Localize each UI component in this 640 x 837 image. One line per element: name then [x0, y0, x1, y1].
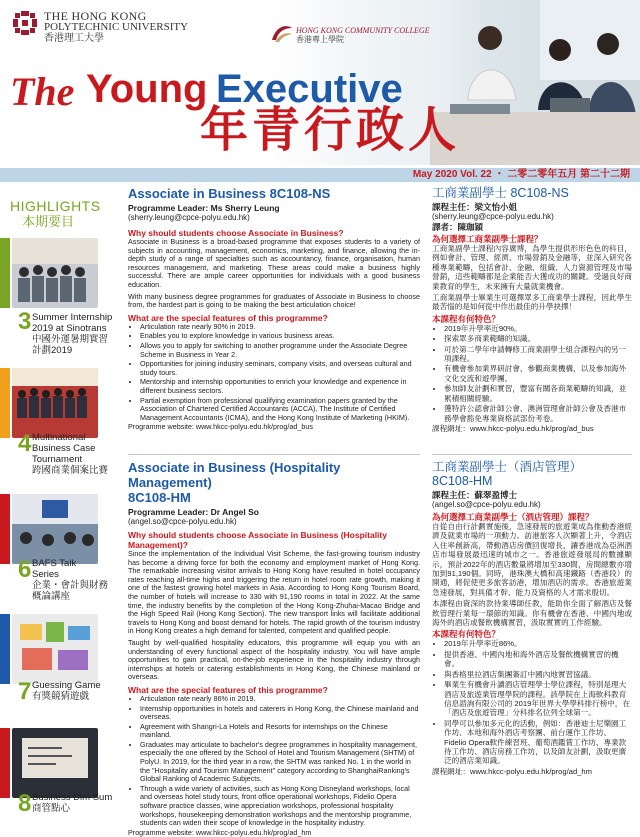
features-list	[432, 324, 632, 423]
section-title: 工商業副學士（酒店管理）	[432, 460, 583, 474]
list-item: • 畢業生有機會升讀酒店管理學士學位課程，特別是理大酒店及旅遊業管理學院的課程。該學院在上海軟科教育信息諮詢有限公司的 2019年世界大學學科排行榜中，在「酒店及旅遊管理」分科排名位列全球第一。	[444, 680, 632, 718]
features-list	[128, 695, 420, 828]
paragraph: 本課程由資深的款待業導師任教，能助你全面了解酒店及餐飲管理行業每一環節的知識。你有機會在香港、中國內地或海外的酒店或餐飲機構實習，汲取實實的工作經驗。	[432, 599, 632, 628]
features-list	[128, 323, 420, 423]
question-heading: Why should students choose Associate in Business?	[128, 228, 344, 238]
highlight-item-guessing-game[interactable]: Guessing Game 有獎競猜遊戲	[32, 680, 101, 702]
highlight-page-num: 3	[18, 308, 32, 335]
polyu-name-line1: THE HONG KONG	[44, 9, 147, 23]
highlight-item-internship[interactable]: Summer Internship 2019 at Sinotrans 中國外運暑期實習 計劃2019	[32, 312, 113, 356]
list-item: • Articulation rate nearly 90% in 2019.	[140, 323, 420, 332]
section-code: 8C108-HM	[432, 474, 493, 488]
features-heading: What are the special features of this programme?	[128, 684, 328, 695]
issue-info: May 2020 Vol. 22 ・ 二零二零年五月 第二十二期	[412, 169, 630, 180]
highlights-title: HIGHLIGHTS	[10, 198, 101, 214]
list-item: • Enables you to explore knowledge in various business areas.	[140, 332, 420, 341]
hkcc-name-zh: 香港專上學院	[296, 35, 344, 44]
list-item: • Agreement with Shangri-La Hotels and Resorts for internships on the Chinese mainland.	[140, 723, 420, 740]
highlight-tab	[0, 368, 10, 438]
list-item: • 探索眾多商業範疇的知識。	[444, 334, 632, 343]
list-item: • Through a wide variety of activities, such as Hong Kong Disneyland workshops, local and overseas hotel study tours, front office operational workshops, Fidelio Opera software practice classes, wine appreciation workshops, professional hospitality workshops, housekeeping demonstration workshops and the mentorship programme, students can widen their scope of knowledge in the hospitality industry.	[140, 785, 420, 828]
highlight-item-case-tournament[interactable]: Multinational Business Case Tournament 跨國商業個案比賽	[32, 432, 109, 476]
highlight-tab	[0, 238, 10, 308]
question-heading: 為何選擇工商業副學士課程？	[432, 234, 543, 244]
leader-email[interactable]: (angel.so@cpce-polyu.edu.hk)	[128, 517, 237, 526]
programme-leader: 課程主任：梁文怡小姐	[432, 202, 518, 212]
polyu-name-zh: 香港理工大學	[44, 33, 104, 44]
paragraph: With many business degree programmes for graduates of Associate in Business to choose from, the hardest part is going to be making the best articulation choice!	[128, 291, 420, 310]
highlights-title-zh: 本期要目	[22, 214, 75, 229]
list-item: • Mentorship and internship opportunities to enrich your knowledge and experience in different business sectors.	[140, 378, 420, 395]
translator: 譯者：陳珈穎	[432, 222, 484, 232]
list-item: • 同學可以參加多元化的活動，例如：香港迪士尼樂園工作坊、本地和海外酒店考察團、前台運作工作坊、Fidelio Opera軟件練習班、葡萄酒鑑賞工作坊、專業款待工作坊、酒店房務工作坊，以及師友計劃，汲取更廣泛的酒店業知識。	[444, 719, 632, 766]
chinese-section-2	[432, 460, 632, 776]
highlight-image-dim-sum	[12, 728, 98, 798]
chinese-section-1	[432, 186, 632, 433]
programme-leader: Programme Leader: Dr Angel So	[128, 507, 259, 517]
highlight-image-guessing-game	[12, 614, 98, 684]
highlight-image-case-tournament	[12, 368, 98, 438]
section-title: Associate in Business 8C108-NS	[128, 186, 331, 201]
list-item: • Articulation rate nearly 86% in 2019.	[140, 695, 420, 704]
list-item: • Partial exemption from professional qualifying examination papers granted by the Association of Chartered Certified Accountants (ACCA), The Institute of Certified Management Accountants (ICMA), and the Hong Kong Institute of Marketing (HKIM).	[140, 397, 420, 423]
paragraph: 工商業副學士課程內容廣博，為學生提供形形色色的科目，例如會計、管理、經濟、市場營銷及金融等，並深入研究各種專業範疇，包括會計、金融、組織、人力資源管理及市場營銷，這些範疇都是企業能否大獲成功的關鍵。受過良好商業教育的學生，未來擁有大量就業機會。	[432, 244, 632, 291]
title-executive: Executive	[216, 67, 403, 111]
highlight-page-num: 7	[18, 678, 32, 705]
title-the: The	[10, 69, 75, 114]
programme-leader: 課程主任：蘇翠盈博士	[432, 490, 518, 500]
masthead	[0, 0, 640, 165]
english-section-2	[128, 460, 420, 837]
programme-website[interactable]: Programme website: www.hkcc-polyu.edu.hk/prog/ad_hm	[128, 827, 312, 837]
english-section-1	[128, 186, 420, 432]
section-title: Associate in Business (Hospitality Management)	[128, 460, 341, 490]
programme-website[interactable]: 課程網址：www.hkcc-polyu.edu.hk/prog/ad_bus	[432, 423, 594, 433]
question-heading: Why should students choose Associate in Business (Hospitality Management)?	[128, 530, 387, 550]
list-item: • 提供香港、中國內地和海外酒店及餐飲機構實習的機會。	[444, 650, 632, 669]
highlight-tab	[0, 614, 10, 684]
list-item: • 可於第二學年申請轉修工商業副學士組合課程內的另一項課程。	[444, 345, 632, 364]
section-title: 工商業副學士 8C108-NS	[432, 186, 569, 200]
highlight-item-dim-sum[interactable]: Business Dim Sum 商管點心	[32, 792, 113, 814]
list-item: • 與香格里拉酒店集團簽訂中國內地實習協議。	[444, 670, 632, 679]
programme-website[interactable]: Programme website: www.hkcc-polyu.edu.hk/prog/ad_bus	[128, 422, 313, 432]
highlight-item-bafs-talk[interactable]: BAFS Talk Series 企業・會計與財務 概論講座	[32, 558, 109, 602]
paragraph: Taught by well-qualified hospitality educators, this programme will equip you with an understanding of every functional aspect of the hospitality industry. You will have ample opportunities to gain practical, on-the-job experience in the hospitality industry through internships at hotels or catering establishments in Hong Kong, the Chinese mainland or overseas.	[128, 637, 420, 682]
hkcc-logo-icon	[270, 22, 294, 44]
section-divider	[432, 454, 632, 455]
list-item: • Internship opportunities in hotels and caterers in Hong Kong, the Chinese mainland and overseas.	[140, 705, 420, 722]
office-photo	[430, 0, 640, 165]
section-code: 8C108-HM	[128, 490, 191, 505]
features-heading: 本課程有何特色？	[432, 629, 501, 640]
highlight-page-num: 4	[18, 430, 32, 457]
leader-email[interactable]: (sherry.leung@cpce-polyu.edu.hk)	[128, 213, 250, 222]
features-list	[432, 639, 632, 765]
highlight-image-bafs-talk	[12, 494, 98, 564]
leader-email[interactable]: (sherry.leung@cpce-polyu.edu.hk)	[432, 212, 554, 221]
question-heading: 為何選擇工商業副學士（酒店管理）課程？	[432, 512, 594, 522]
paragraph: Since the implementation of the Individual Visit Scheme, the fast-growing tourism industry has become a driving force for both the economy and employment market of Hong Kong. The remarkable increasing visitor arrivals to Hong Kong have resulted in hotel occupancy rates reaching all-time highs and triggering the return in hotel room rate growth, making it one of the fastest growing hotel markets in Asia. According to Hong Kong Tourism Board, the number of hotels will increase to 330 with 91,190 rooms in total in 2022. At the same time, the industry benefits by the completion of the Hong Kong-Zhuhai-Macao Bridge and the High Speed Rail (Hong Kong Section). The new transport links will facilitate additional travels to Hong Kong and boost demand for hotels. The rapid growth of the tourism industry in Hong Kong creates a high demand for talented, competent and qualified people.	[128, 549, 420, 636]
paragraph: 自從自由行計劃實施後，急速發展的旅遊業成為推動香港經濟及就業市場的一項動力。訪港旅客人次顯著上升，令酒店入住率創新高，帶動酒店房價回復增長，讓香港成為亞洲酒店市場發展最迅速的城市之一。香港旅遊發展局的數據顯示，預計2022年的酒店數量將增加至330間，房間總數亦增加到91,190個。同時，港珠澳大橋和高速鐵路（香港段）的開通，將促使更多旅客訪港，增加酒店的需求。香港旅遊業急速發展，對具備才幹、能力及資格的人才需求殷切。	[432, 522, 632, 597]
list-item: • 2019年升學率近90%。	[444, 324, 632, 333]
highlight-page-num: 6	[18, 556, 32, 583]
leader-email[interactable]: (angel.so@cpce-polyu.edu.hk)	[432, 500, 541, 509]
list-item: • 有機會參加業界研討會、參觀商業機構，以及參加海外文化交流和遊學團。	[444, 364, 632, 383]
list-item: • Opportunities for joining industry seminars, company visits, and overseas cultural and study tours.	[140, 360, 420, 377]
title-young: Young	[86, 67, 208, 111]
polyu-logo-icon	[12, 10, 38, 36]
title-chinese: 年青行政人	[200, 104, 461, 157]
polyu-name-line2: POLYTECHNIC UNIVERSITY	[44, 21, 189, 33]
programme-leader: Programme Leader: Ms Sherry Leung	[128, 203, 280, 213]
list-item: • Allows you to apply for switching to another programme under the Associate Degree Scheme in Business in Year 2.	[140, 342, 420, 359]
highlight-tab	[0, 494, 10, 564]
programme-website[interactable]: 課程網址：www.hkcc-polyu.edu.hk/prog/ad_hm	[432, 766, 592, 776]
features-heading: 本課程有何特色？	[432, 313, 501, 324]
list-item: • 2019年升學率近86%。	[444, 639, 632, 648]
highlight-image-internship	[12, 238, 98, 308]
paragraph: 工商業副學士畢業生可選擇眾多工商業學士課程，因此學生最苦惱的是如何從中作出最佳的升學抉擇！	[432, 293, 632, 312]
paragraph: Associate in Business is a broad-based programme that exposes students to a variety of subjects in accounting, management, economics, marketing, and finance, allowing the in-depth study of a range of specialties such as accountancy, finance, organisation, human resources management, and marketing. These areas could make a business highly successful. There are ample career opportunities for individuals with a good business education.	[128, 237, 420, 289]
list-item: • 參加師友計劃和實習，豐富有關各商業範疇的知識，並累積相關經驗。	[444, 384, 632, 403]
hkcc-name-en: HONG KONG COMMUNITY COLLEGE	[296, 26, 430, 35]
features-heading: What are the special features of this programme?	[128, 312, 328, 323]
highlight-tab	[0, 728, 10, 798]
highlight-page-num: 8	[18, 790, 32, 817]
section-divider	[128, 454, 420, 455]
list-item: • 獲特許公認會計師公會、澳洲管理會計師公會及香港市務學會豁免專業資格試部份考卷。	[444, 404, 632, 423]
list-item: • Graduates may articulate to bachelor's degree programmes in hospitality management, especially the one offered by the School of Hotel and Tourism Management (SHTM) of PolyU. In 2019, for the third year in a row, the SHTM was ranked No. 1 in the world in the "Hospitality and Tourism Management" category according to ShanghaiRanking's Global Ranking of Academic Subjects.	[140, 741, 420, 784]
